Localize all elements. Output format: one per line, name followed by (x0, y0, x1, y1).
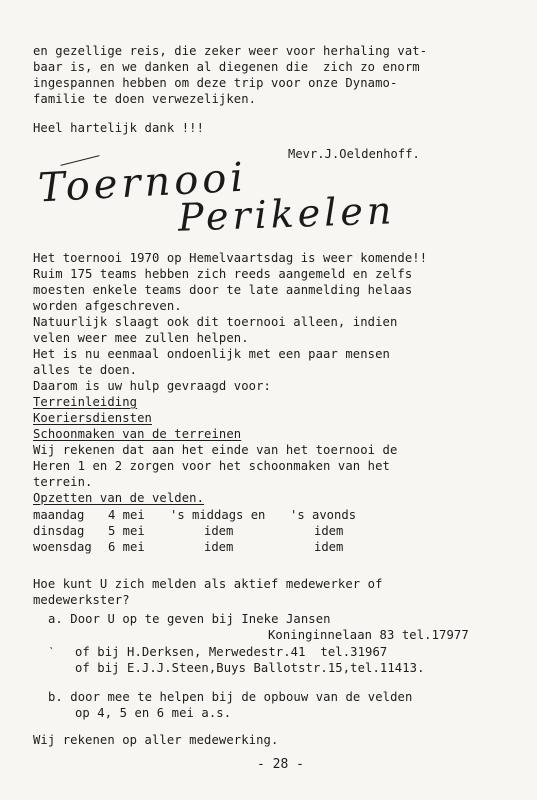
body-line-2: Ruim 175 teams hebben zich reeds aangemeld en zelfs (33, 267, 413, 281)
option-a-bullet: ˋ (48, 645, 56, 659)
closing-line: Wij rekenen op aller medewerking. (33, 733, 279, 747)
option-b-line-1: b. door mee te helpen bij de opbouw van de velden (48, 690, 413, 704)
schedule-col2-1: 's avonds (290, 508, 357, 522)
task-koeriersdiensten: Koeriersdiensten (33, 411, 152, 425)
intro-line-1: en gezellige reis, die zeker weer voor herhaling vat- (33, 44, 428, 58)
page-number: - 28 - (257, 757, 304, 772)
intro-line-4: familie te doen verwezelijken. (33, 92, 257, 106)
heading-word-2: Perikelen (177, 188, 397, 240)
intro-line-2: baar is, en we danken al diegenen die zich zo enorm (33, 60, 420, 74)
schedule-date-2: 5 mei (108, 524, 145, 538)
body-line-3: moesten enkele teams door te late aanmelding helaas (33, 283, 413, 297)
cleanup-line-2: Heren 1 en 2 zorgen voor het schoonmaken van het (33, 459, 390, 473)
signature: Mevr.J.Oeldenhoff. (288, 147, 420, 161)
schedule-day-1: maandag (33, 508, 85, 522)
schedule-date-3: 6 mei (108, 540, 145, 554)
option-a-line-2: Koninginnelaan 83 tel.17977 (268, 628, 469, 642)
option-a-line-1: a. Door U op te geven bij Ineke Jansen (48, 612, 331, 626)
option-b-line-2: op 4, 5 en 6 mei a.s. (75, 706, 232, 720)
task-terreinleiding: Terreinleiding (33, 395, 138, 409)
cleanup-line-1: Wij rekenen dat aan het einde van het toernooi de (33, 443, 398, 457)
body-line-9: Daarom is uw hulp gevraagd voor: (33, 379, 271, 393)
heading-word-1: Toernooi (36, 154, 249, 212)
schedule-col2-3: idem (314, 540, 344, 554)
schedule-date-1: 4 mei (108, 508, 145, 522)
body-line-6: velen weer mee zullen helpen. (33, 331, 249, 345)
body-line-5: Natuurlijk slaagt ook dit toernooi alleen, indien (33, 315, 398, 329)
option-a-line-3: of bij H.Derksen, Merwedestr.41 tel.31967 (75, 645, 388, 659)
schedule-day-3: woensdag (33, 540, 92, 554)
thanks-line: Heel hartelijk dank !!! (33, 121, 205, 135)
task-schoonmaken: Schoonmaken van de terreinen (33, 427, 242, 441)
schedule-col1-3: idem (204, 540, 234, 554)
question-line-1: Hoe kunt U zich melden als aktief medewerker of (33, 577, 383, 591)
schedule-col2-2: idem (314, 524, 344, 538)
body-line-8: alles te doen. (33, 363, 138, 377)
schedule-col1-1: 's middags en (170, 508, 266, 522)
schedule-col1-2: idem (204, 524, 234, 538)
setup-heading: Opzetten van de velden. (33, 491, 205, 505)
intro-line-3: ingespannen hebben om deze trip voor onze Dynamo- (33, 76, 398, 90)
body-line-1: Het toernooi 1970 op Hemelvaartsdag is weer komende!! (33, 251, 428, 265)
body-line-7: Het is nu eenmaal ondoenlijk met een paar mensen (33, 347, 390, 361)
option-a-line-4: of bij E.J.J.Steen,Buys Ballotstr.15,tel.11413. (75, 661, 425, 675)
cleanup-line-3: terrein. (33, 475, 93, 489)
body-line-4: worden afgeschreven. (33, 299, 182, 313)
schedule-day-2: dinsdag (33, 524, 85, 538)
question-line-2: medewerkster? (33, 593, 130, 607)
